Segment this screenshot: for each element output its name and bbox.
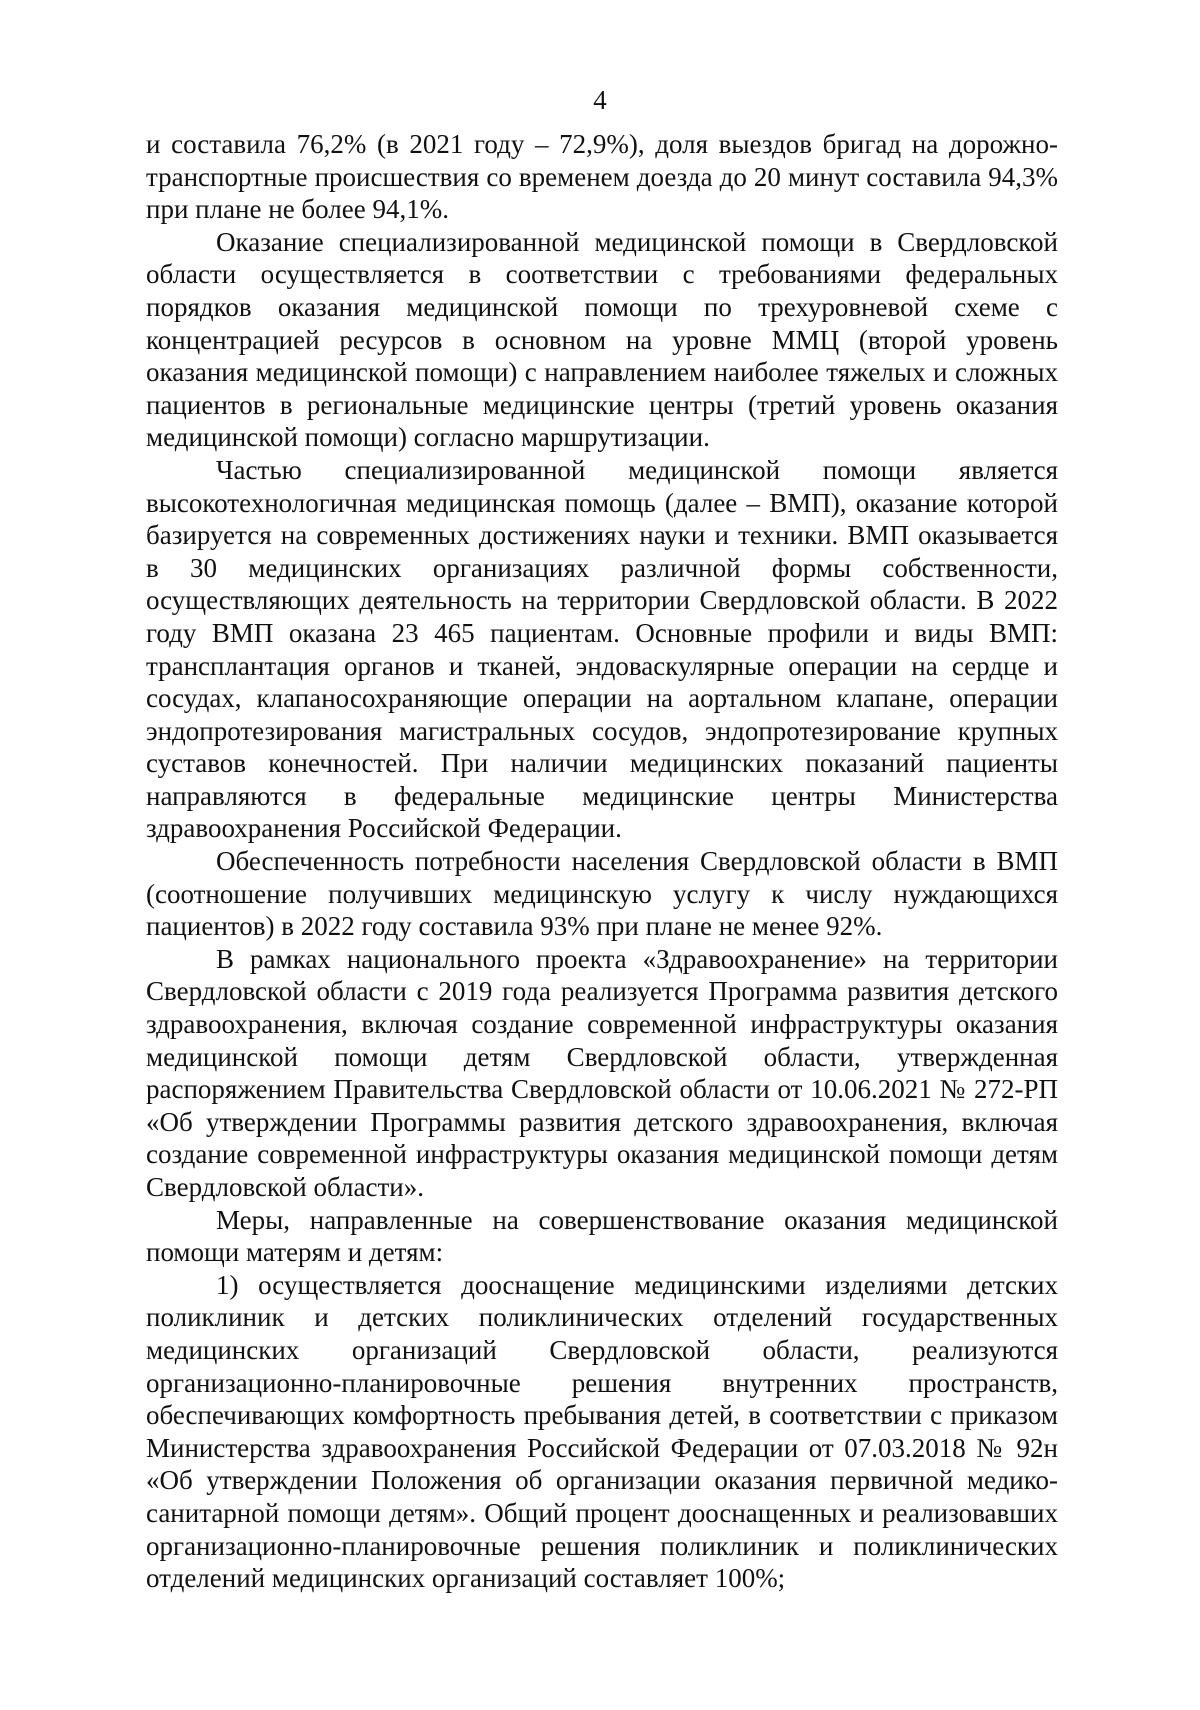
paragraph-national-project: В рамках национального проекта «Здравоохранение» на территории Свердловской области с 2019 года реализуется Программа развития детского здравоохранения, включая создание современной инфраструктуры оказания медицинской помощи детям Свердловской области, утвержденная распоряжением Правительства Свердловской области от 10.06.2021 № 272-РП «Об утверждении Программы развития детского здравоохранения, включая создание современной инфраструктуры оказания медицинской помощи детям Свердловской области». bbox=[146, 943, 1058, 1202]
page-number: 4 bbox=[593, 85, 607, 115]
document-body bbox=[146, 128, 1058, 1595]
paragraph-continuation: и составила 76,2% (в 2021 году – 72,9%), доля выездов бригад на дорожно-транспортные происшествия со временем доезда до 20 минут составила 94,3% при плане не более 94,1%. bbox=[146, 129, 1058, 225]
paragraph-specialized-care: Оказание специализированной медицинской помощи в Свердловской области осуществляется в соответствии с требованиями федеральных порядков оказания медицинской помощи по трехуровневой схеме с концентрацией ресурсов в основном на уровне ММЦ (второй уровень оказания медицинской помощи) с направлением наиболее тяжелых и сложных пациентов в региональные медицинские центры (третий уровень оказания медицинской помощи) согласно маршрутизации. bbox=[146, 226, 1058, 453]
paragraph-provision-rate: Обеспеченность потребности населения Свердловской области в ВМП (соотношение получивших медицинскую услугу к числу нуждающихся пациентов) в 2022 году составила 93% при плане не менее 92%. bbox=[146, 846, 1058, 942]
paragraph-measure-1: 1) осуществляется дооснащение медицинскими изделиями детских поликлиник и детских поликлинических отделений государственных медицинских организаций Свердловской области, реализуются организационно-планировочные решения внутренних пространств, обеспечивающих комфортность пребывания детей, в соответствии с приказом Министерства здравоохранения Российской Федерации от 07.03.2018 № 92н «Об утверждении Положения об организации оказания первичной медико-санитарной помощи детям». Общий процент дооснащенных и реализовавших организационно-планировочные решения поликлиник и поликлинических отделений медицинских организаций составляет 100%; bbox=[146, 1269, 1058, 1594]
paragraph-measures-intro: Меры, направленные на совершенствование оказания медицинской помощи матерям и детям: bbox=[146, 1204, 1058, 1268]
paragraph-high-tech-care: Частью специализированной медицинской помощи является высокотехнологичная медицинская помощь (далее – ВМП), оказание которой базируется на современных достижениях науки и техники. ВМП оказывается в 30 медицинских организациях различной формы собственности, осуществляющих деятельность на территории Свердловской области. В 2022 году ВМП оказана 23 465 пациентам. Основные профили и виды ВМП: трансплантация органов и тканей, эндоваскулярные операции на сердце и сосудах, клапаносохраняющие операции на аортальном клапане, операции эндопротезирования магистральных сосудов, эндопротезирование крупных суставов конечностей. При наличии медицинских показаний пациенты направляются в федеральные медицинские центры Министерства здравоохранения Российской Федерации. bbox=[146, 454, 1058, 844]
